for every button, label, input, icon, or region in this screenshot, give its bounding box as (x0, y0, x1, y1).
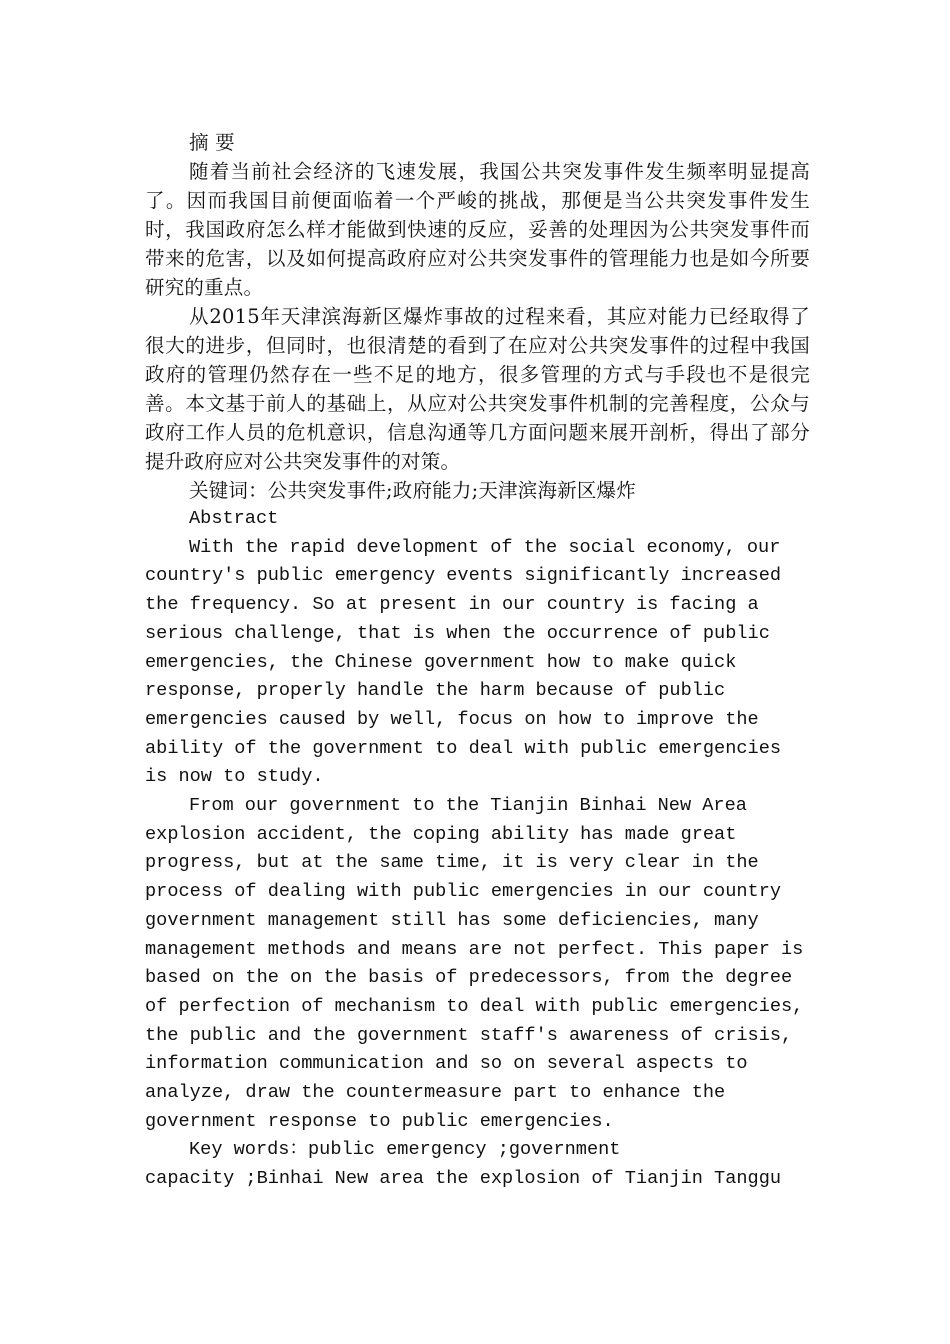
cn-keywords: 关键词：公共突发事件;政府能力;天津滨海新区爆炸 (189, 479, 636, 502)
cn-abstract-paragraph-2: 从2015年天津滨海新区爆炸事故的过程来看，其应对能力已经取得了很大的进步，但同时，也很清楚的看到了在应对公共突发事件的过程中我国政府的管理仍然存在一些不足的地方，很多管理的方式与手段也不是很完善。本文基于前人的基础上，从应对公共突发事件机制的完善程度，公众与政府工作人员的危机意识，信息沟通等几方面问题来展开剖析，得出了部分提升政府应对公共突发事件的对策。 (145, 305, 810, 473)
cn-abstract-paragraph-1: 随着当前社会经济的飞速发展，我国公共突发事件发生频率明显提高了。因而我国目前便面临着一个严峻的挑战，那便是当公共突发事件发生时，我国政府怎么样才能做到快速的反应，妥善的处理因为公共突发事件而带来的危害，以及如何提高政府应对公共突发事件的管理能力也是如今所要研究的重点。 (145, 160, 810, 299)
en-abstract-heading: Abstract (189, 508, 279, 529)
en-abstract-paragraph-2: From our government to the Tianjin Binhai New Area explosion accident, the coping ability has made great progress, but at the same time, it is very clear in the process of dealing with public emergencies in our country government management still has some deficiencies, many management methods and means are not perfect. This paper is based on the on the basis of predecessors, from the degree of perfection of mechanism to deal with public emergencies, the public and the government staff's awareness of crisis, information communication and so on several aspects to analyze, draw the countermeasure part to enhance the government response to public emergencies. (145, 795, 804, 1132)
cn-abstract-heading: 摘 要 (189, 131, 235, 154)
abstract-body (145, 128, 810, 1194)
en-keywords: Key words：public emergency ;government capacity ;Binhai New area the explosion of Tianjin Tanggu (145, 1139, 782, 1190)
en-abstract-paragraph-1: With the rapid development of the social economy, our country's public emergency events significantly increased the frequency. So at present in our country is facing a serious challenge, that is when the occurrence of public emergencies, the Chinese government how to make quick response, properly handle the harm because of public emergencies caused by well, focus on how to improve the ability of the government to deal with public emergencies is now to study. (145, 536, 782, 788)
